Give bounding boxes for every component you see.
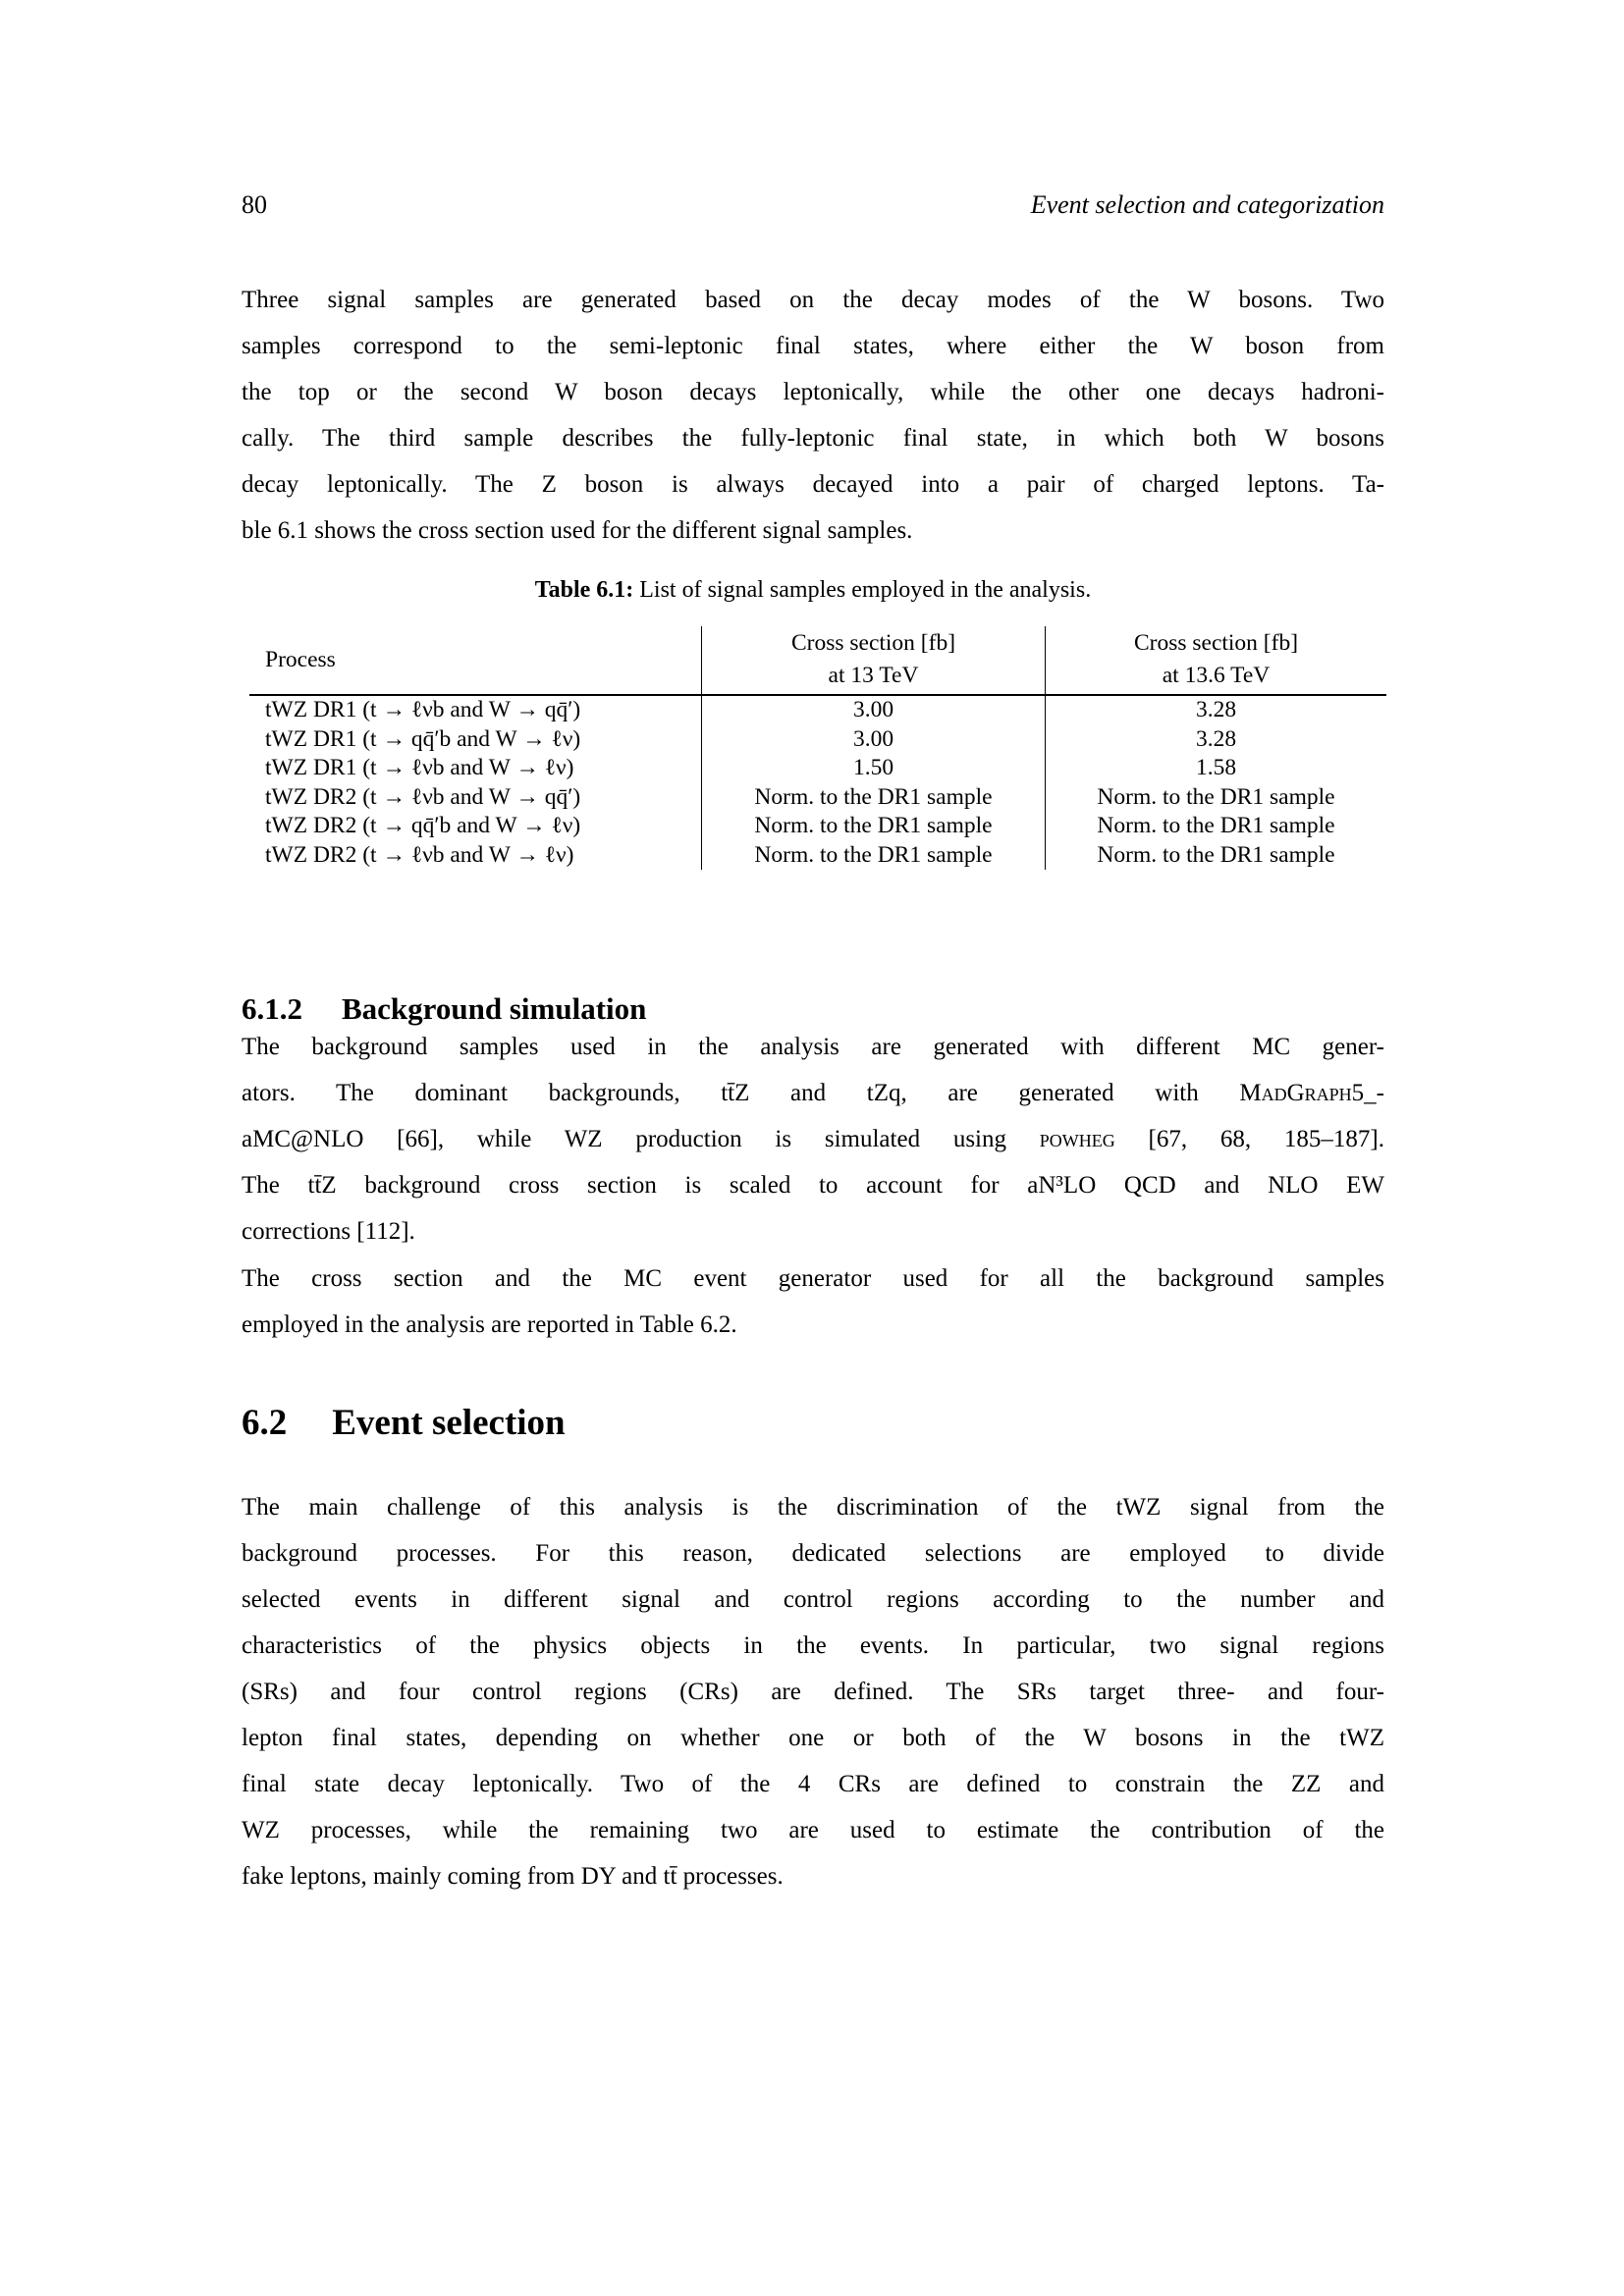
- table-row: [249, 754, 1386, 783]
- smallcaps-text: MadGraph5: [1239, 1080, 1365, 1106]
- text-line: Three signal samples are generated based on the decay modes of the W bosons. Two: [242, 287, 1384, 313]
- text-line: decay leptonically. The Z boson is always decayed into a pair of charged leptons. Ta-: [242, 471, 1384, 498]
- text-line: cally. The third sample describes the fully-leptonic final state, in which both W bosons: [242, 425, 1384, 452]
- text-line: corrections [112].: [242, 1218, 415, 1245]
- table-caption-label: Table 6.1:: [534, 577, 634, 603]
- subsection-title: Background simulation: [342, 991, 647, 1026]
- xsec-13tev-cell: 1.50: [701, 754, 1045, 783]
- xsec-13-6tev-cell: 1.58: [1045, 754, 1386, 783]
- text-line: final state decay leptonically. Two of the 4 CRs are defined to constrain the ZZ and: [242, 1771, 1384, 1797]
- text-line: [242, 1070, 1384, 1116]
- text-line: the top or the second W boson decays leptonically, while the other one decays hadroni-: [242, 379, 1384, 405]
- table-row: [249, 696, 1386, 725]
- subsection-heading: [242, 991, 646, 1027]
- cross-section-paragraph: [242, 1255, 1384, 1348]
- xsec-13tev-cell: 3.00: [701, 725, 1045, 755]
- process-cell: tWZ DR2 (t → ℓνb and W → ℓν): [265, 841, 574, 868]
- process-cell: tWZ DR1 (t → ℓνb and W → ℓν): [265, 755, 574, 780]
- text-line: WZ processes, while the remaining two are used to estimate the contribution of the: [242, 1817, 1384, 1843]
- text-line: selected events in different signal and control regions according to the number and: [242, 1586, 1384, 1613]
- col-header-line: Cross section [fb]: [1133, 630, 1299, 656]
- xsec-13-6tev-cell: Norm. to the DR1 sample: [1045, 812, 1386, 841]
- text-line: fake leptons, mainly coming from DY and tt̄ processes.: [242, 1863, 784, 1890]
- col-header-line: at 13 TeV: [828, 663, 919, 688]
- subsection-number: 6.1.2: [242, 991, 302, 1026]
- text-segment: _-: [1364, 1080, 1384, 1106]
- text-line: The tt̄Z background cross section is scaled to account for aN³LO QCD and NLO EW: [242, 1172, 1384, 1199]
- text-line: [242, 1116, 1384, 1162]
- background-simulation-paragraph: [242, 1024, 1384, 1255]
- running-header: [242, 190, 1384, 220]
- col-header-process: Process: [265, 647, 336, 672]
- xsec-13tev-cell: Norm. to the DR1 sample: [701, 841, 1045, 871]
- table-caption: [242, 577, 1384, 604]
- table-body: [249, 696, 1386, 870]
- text-line: background processes. For this reason, dedicated selections are employed to divide: [242, 1540, 1384, 1567]
- running-header-title: Event selection and categorization: [1030, 190, 1384, 219]
- table-row: [249, 783, 1386, 813]
- text-line: The background samples used in the analysis are generated with different MC gener-: [242, 1034, 1384, 1060]
- table-caption-text: List of signal samples employed in the analysis.: [633, 577, 1092, 603]
- table-row: [249, 841, 1386, 871]
- process-cell: tWZ DR1 (t → qq̄′b and W → ℓν): [265, 725, 581, 752]
- process-cell: tWZ DR1 (t → ℓνb and W → qq̄′): [265, 697, 581, 722]
- col-header-line: Cross section [fb]: [790, 630, 956, 656]
- text-line: The cross section and the MC event generator used for all the background samples: [242, 1265, 1384, 1292]
- process-cell: tWZ DR2 (t → qq̄′b and W → ℓν): [265, 813, 581, 838]
- text-line: (SRs) and four control regions (CRs) are defined. The SRs target three- and four-: [242, 1679, 1384, 1705]
- text-line: employed in the analysis are reported in Table 6.2.: [242, 1311, 737, 1338]
- col-header-line: at 13.6 TeV: [1162, 663, 1271, 688]
- col-header-xsec-13tev: [701, 626, 1045, 694]
- table-row: [249, 725, 1386, 755]
- xsec-13-6tev-cell: 3.28: [1045, 696, 1386, 725]
- table-header-row: [249, 626, 1386, 696]
- text-line: ble 6.1 shows the cross section used for the different signal samples.: [242, 517, 913, 544]
- xsec-13tev-cell: Norm. to the DR1 sample: [701, 783, 1045, 813]
- section-title: Event selection: [332, 1403, 566, 1443]
- text-segment: aMC@NLO [66], while WZ production is simulated using: [242, 1126, 1040, 1152]
- col-header-xsec-13-6tev: [1045, 626, 1386, 694]
- event-selection-paragraph: [242, 1484, 1384, 1899]
- signal-samples-table: [249, 626, 1386, 870]
- text-line: The main challenge of this analysis is the discrimination of the tWZ signal from the: [242, 1494, 1384, 1521]
- xsec-13-6tev-cell: 3.28: [1045, 725, 1386, 755]
- xsec-13-6tev-cell: Norm. to the DR1 sample: [1045, 783, 1386, 813]
- xsec-13-6tev-cell: Norm. to the DR1 sample: [1045, 841, 1386, 871]
- process-cell: tWZ DR2 (t → ℓνb and W → qq̄′): [265, 783, 581, 810]
- section-number: 6.2: [242, 1403, 288, 1443]
- text-segment: [67, 68, 185–187].: [1114, 1126, 1384, 1152]
- page-number: 80: [242, 190, 267, 219]
- text-line: lepton final states, depending on whether one or both of the W bosons in the tWZ: [242, 1725, 1384, 1751]
- section-heading: [242, 1402, 566, 1444]
- xsec-13tev-cell: Norm. to the DR1 sample: [701, 812, 1045, 841]
- xsec-13tev-cell: 3.00: [701, 696, 1045, 725]
- smallcaps-text: powheg: [1039, 1126, 1115, 1152]
- text-segment: ators. The dominant backgrounds, tt̄Z and tZq, are generated with: [242, 1080, 1240, 1106]
- text-line: samples correspond to the semi-leptonic final states, where either the W boson from: [242, 333, 1384, 359]
- intro-paragraph: [242, 277, 1384, 554]
- text-line: characteristics of the physics objects in the events. In particular, two signal regions: [242, 1632, 1384, 1659]
- table-row: [249, 812, 1386, 841]
